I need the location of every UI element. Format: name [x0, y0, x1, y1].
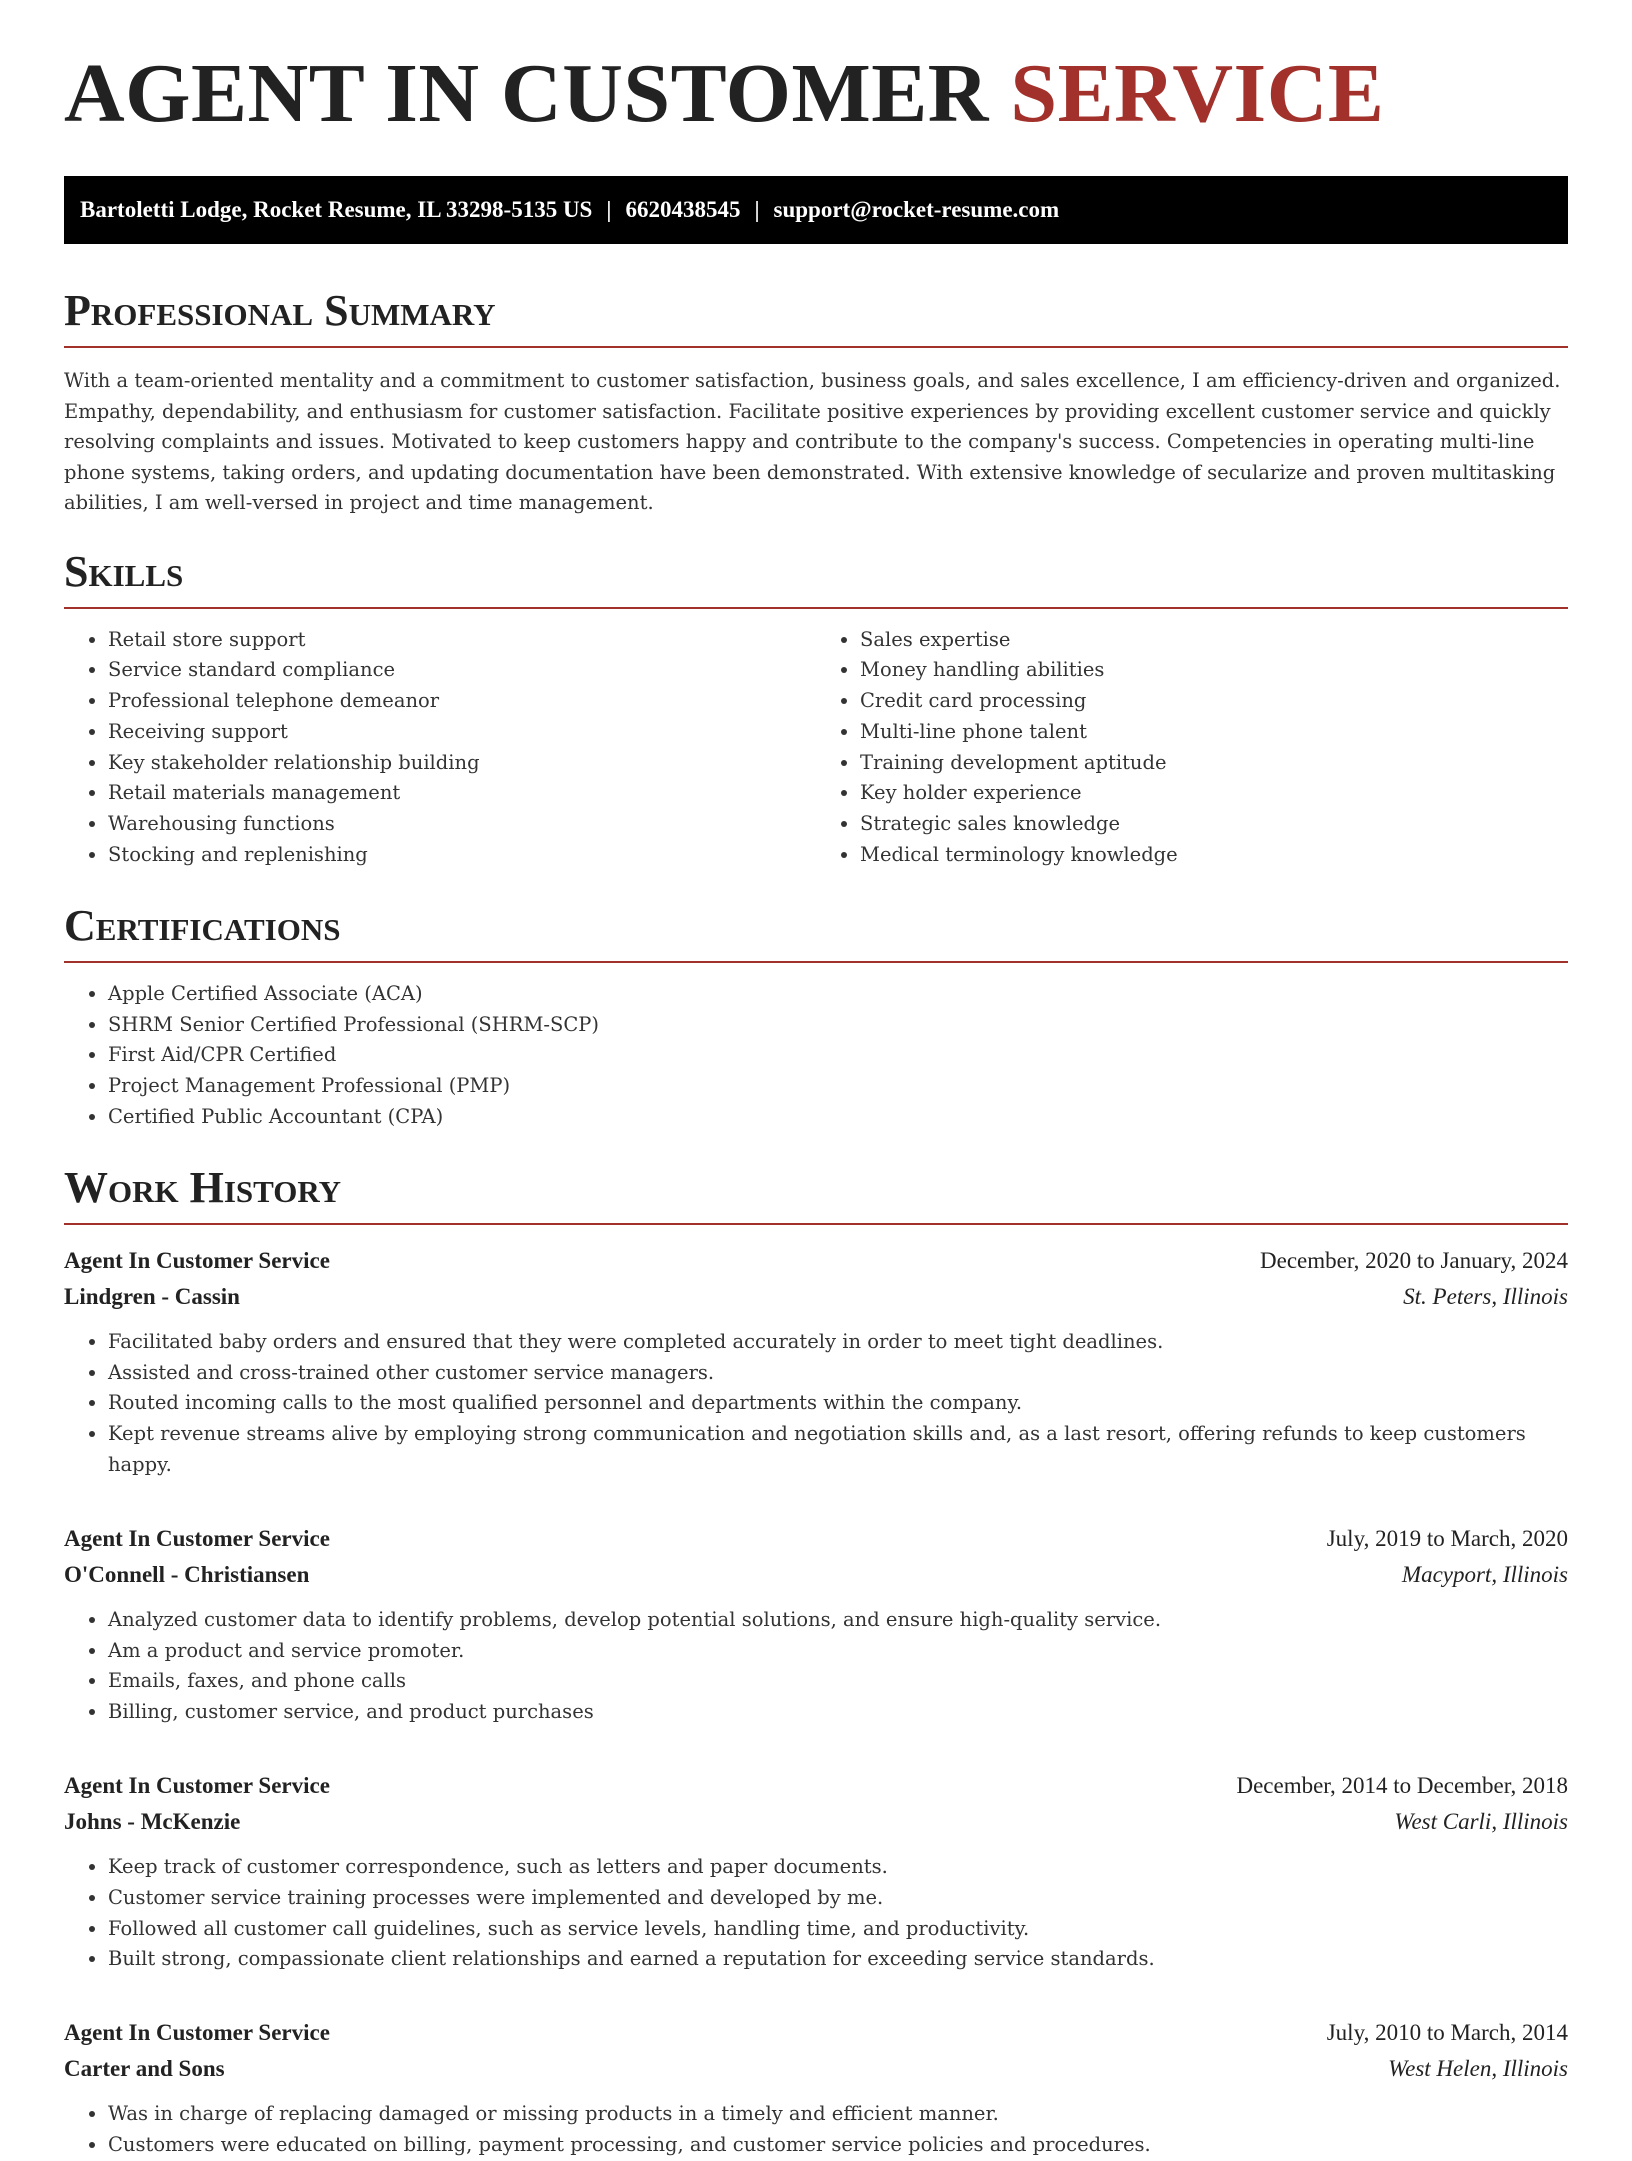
job-title: Agent In Customer Service	[64, 1247, 330, 1273]
job-dates: July, 2010 to March, 2014	[1326, 2020, 1568, 2046]
job-bullet: • Am a product and service promoter.	[108, 1636, 1568, 1667]
job-company-row	[64, 2051, 1568, 2087]
section-heading-summary: Professional Summary	[64, 286, 1568, 348]
job-company: Lindgren - Cassin	[64, 1283, 240, 1309]
skill-item: • Credit card processing	[860, 686, 1568, 717]
skill-item: • Multi-line phone talent	[860, 717, 1568, 748]
professional-summary-section	[64, 286, 1568, 519]
skill-item: • Key holder experience	[860, 778, 1568, 809]
certification-item: • SHRM Senior Certified Professional (SHRM-SCP)	[108, 1010, 1568, 1041]
job-bullets	[64, 1605, 1568, 1728]
contact-bar	[64, 176, 1568, 244]
job-dates: December, 2014 to December, 2018	[1236, 1773, 1568, 1799]
contact-address: Bartoletti Lodge, Rocket Resume, IL 33298-5135 US	[80, 197, 593, 222]
skill-item: • Professional telephone demeanor	[108, 686, 816, 717]
job-company: O'Connell - Christiansen	[64, 1561, 310, 1587]
job-company: Johns - McKenzie	[64, 1809, 241, 1835]
job-bullet: • Kept revenue streams alive by employing strong communication and negotiation skills and, as a last resort, offering refunds to keep customers happy.	[108, 1419, 1568, 1481]
work-history-section	[64, 1163, 1568, 2161]
section-heading-certifications: Certifications	[64, 901, 1568, 963]
job-company: Carter and Sons	[64, 2056, 225, 2082]
skill-item: • Training development aptitude	[860, 748, 1568, 779]
job-bullet: • Keep track of customer correspondence, such as letters and paper documents.	[108, 1852, 1568, 1883]
job-bullet: • Customer service training processes were implemented and developed by me.	[108, 1883, 1568, 1914]
job-entry	[64, 1768, 1568, 1975]
skill-item: • Receiving support	[108, 717, 816, 748]
certifications-list	[64, 979, 1568, 1133]
job-bullet: • Built strong, compassionate client relationships and earned a reputation for exceeding service standards.	[108, 1944, 1568, 1975]
job-title: Agent In Customer Service	[64, 1525, 330, 1551]
job-dates: December, 2020 to January, 2024	[1260, 1247, 1568, 1273]
skills-section	[64, 547, 1568, 871]
job-bullets	[64, 1327, 1568, 1481]
job-bullet: • Customers were educated on billing, payment processing, and customer service policies and procedures.	[108, 2130, 1568, 2161]
section-heading-skills: Skills	[64, 547, 1568, 609]
contact-email[interactable]: support@rocket-resume.com	[773, 197, 1060, 222]
skill-item: • Money handling abilities	[860, 655, 1568, 686]
job-entry	[64, 1521, 1568, 1728]
section-heading-work-history: Work History	[64, 1163, 1568, 1225]
certification-item: • Apple Certified Associate (ACA)	[108, 979, 1568, 1010]
resume-title-accent: SERVICE	[1010, 47, 1385, 140]
certification-item: • Project Management Professional (PMP)	[108, 1071, 1568, 1102]
job-bullets	[64, 1852, 1568, 1975]
job-company-row	[64, 1557, 1568, 1593]
job-title: Agent In Customer Service	[64, 2020, 330, 2046]
skill-item: • Retail materials management	[108, 778, 816, 809]
job-bullet: • Billing, customer service, and product purchases	[108, 1697, 1568, 1728]
job-bullets	[64, 2099, 1568, 2161]
job-header-row	[64, 1521, 1568, 1557]
job-company-row	[64, 1804, 1568, 1840]
job-location: Macyport, Illinois	[1401, 1561, 1568, 1587]
skills-columns	[64, 609, 1568, 871]
job-dates: July, 2019 to March, 2020	[1326, 1525, 1568, 1551]
contact-phone[interactable]: 6620438545	[625, 197, 741, 222]
resume-title-main: AGENT IN CUSTOMER	[64, 47, 989, 140]
skill-item: • Retail store support	[108, 625, 816, 656]
job-entry	[64, 1243, 1568, 1481]
skills-list-right	[816, 625, 1568, 871]
certification-item: • Certified Public Accountant (CPA)	[108, 1102, 1568, 1133]
job-location: West Helen, Illinois	[1388, 2056, 1568, 2082]
skill-item: • Warehousing functions	[108, 809, 816, 840]
contact-separator: |	[754, 197, 760, 222]
job-bullet: • Assisted and cross-trained other customer service managers.	[108, 1358, 1568, 1389]
job-entry	[64, 2015, 1568, 2161]
job-company-row	[64, 1279, 1568, 1315]
job-header-row	[64, 1768, 1568, 1804]
job-location: St. Peters, Illinois	[1403, 1283, 1568, 1309]
skill-item: • Medical terminology knowledge	[860, 840, 1568, 871]
summary-text: With a team-oriented mentality and a commitment to customer satisfaction, business goals, and sales excellence, I am efficiency-driven and organized. Empathy, dependability, and enthusiasm for customer satisfaction. Facilitate positive experiences by providing excellent customer service and quickly resolving complaints and issues. Motivated to keep customers happy and contribute to the company's success. Competencies in operating multi-line phone systems, taking orders, and updating documentation have been demonstrated. With extensive knowledge of secularize and proven multitasking abilities, I am well-versed in project and time management.	[64, 369, 1561, 514]
job-title: Agent In Customer Service	[64, 1773, 330, 1799]
resume-title	[64, 0, 1568, 140]
skill-item: • Key stakeholder relationship building	[108, 748, 816, 779]
job-bullet: • Routed incoming calls to the most qualified personnel and departments within the company.	[108, 1388, 1568, 1419]
job-bullet: • Was in charge of replacing damaged or missing products in a timely and efficient manner.	[108, 2099, 1568, 2130]
skill-item: • Strategic sales knowledge	[860, 809, 1568, 840]
job-bullet: • Followed all customer call guidelines, such as service levels, handling time, and productivity.	[108, 1914, 1568, 1945]
job-header-row	[64, 2015, 1568, 2051]
job-bullet: • Emails, faxes, and phone calls	[108, 1666, 1568, 1697]
skills-list-left	[64, 625, 816, 871]
job-bullet: • Analyzed customer data to identify problems, develop potential solutions, and ensure high-quality service.	[108, 1605, 1568, 1636]
skill-item: • Sales expertise	[860, 625, 1568, 656]
skill-item: • Stocking and replenishing	[108, 840, 816, 871]
contact-separator: |	[606, 197, 612, 222]
job-header-row	[64, 1243, 1568, 1279]
certification-item: • First Aid/CPR Certified	[108, 1040, 1568, 1071]
job-bullet: • Facilitated baby orders and ensured that they were completed accurately in order to meet tight deadlines.	[108, 1327, 1568, 1358]
skill-item: • Service standard compliance	[108, 655, 816, 686]
job-location: West Carli, Illinois	[1394, 1809, 1568, 1835]
certifications-section	[64, 901, 1568, 1133]
